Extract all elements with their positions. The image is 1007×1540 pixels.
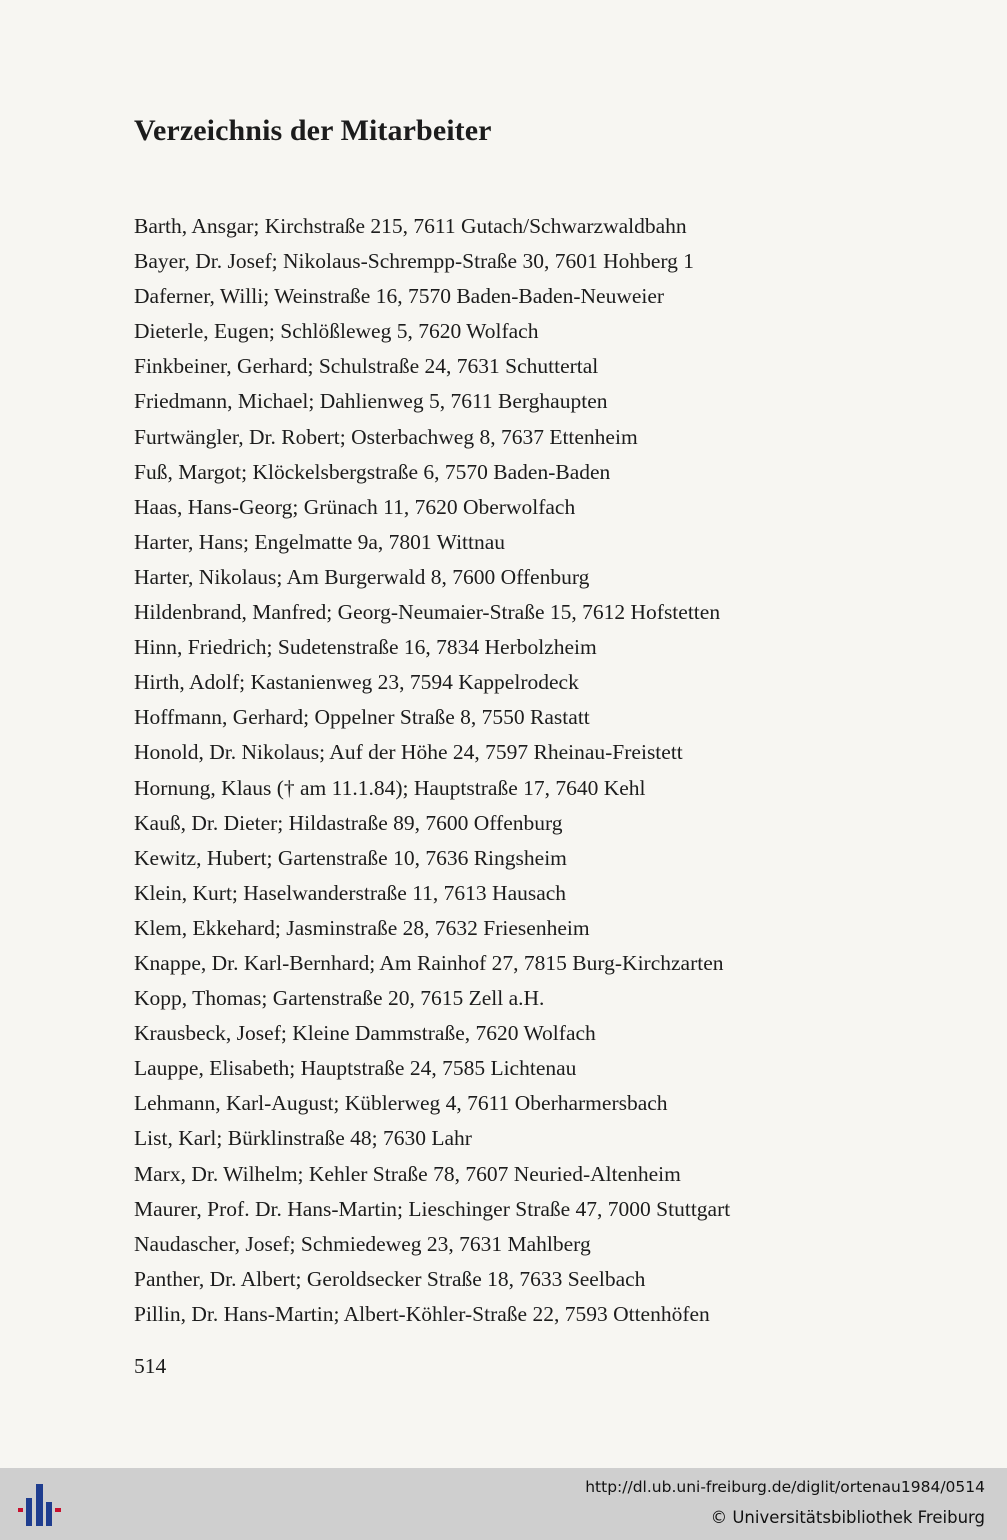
contributor-entry: Hirth, Adolf; Kastanienweg 23, 7594 Kappelrodeck bbox=[134, 670, 579, 695]
contributor-list bbox=[134, 209, 730, 1332]
page-title: Verzeichnis der Mitarbeiter bbox=[134, 114, 492, 147]
page-number: 514 bbox=[134, 1354, 167, 1378]
contributor-entry: Kopp, Thomas; Gartenstraße 20, 7615 Zell a.H. bbox=[134, 986, 545, 1011]
contributor-entry: Daferner, Willi; Weinstraße 16, 7570 Baden-Baden-Neuweier bbox=[134, 284, 665, 309]
contributor-entry: Furtwängler, Dr. Robert; Osterbachweg 8, 7637 Ettenheim bbox=[134, 424, 638, 449]
contributor-entry: Hinn, Friedrich; Sudetenstraße 16, 7834 Herbolzheim bbox=[134, 635, 597, 660]
contributor-entry: Lehmann, Karl-August; Küblerweg 4, 7611 Oberharmersbach bbox=[134, 1091, 668, 1116]
contributor-entry: Bayer, Dr. Josef; Nikolaus-Schrempp-Straße 30, 7601 Hohberg 1 bbox=[134, 249, 695, 274]
contributor-entry: Honold, Dr. Nikolaus; Auf der Höhe 24, 7597 Rheinau-Freistett bbox=[134, 740, 683, 765]
contributor-entry: Haas, Hans-Georg; Grünach 11, 7620 Oberwolfach bbox=[134, 494, 576, 519]
source-url-link[interactable]: http://dl.ub.uni-freiburg.de/diglit/ortenau1984/0514 bbox=[585, 1478, 985, 1496]
contributor-entry: Barth, Ansgar; Kirchstraße 215, 7611 Gutach/Schwarzwaldbahn bbox=[134, 214, 687, 238]
contributor-entry: Harter, Nikolaus; Am Burgerwald 8, 7600 Offenburg bbox=[134, 564, 590, 589]
contributor-entry: Kewitz, Hubert; Gartenstraße 10, 7636 Ringsheim bbox=[134, 845, 567, 870]
contributor-entry: List, Karl; Bürklinstraße 48; 7630 Lahr bbox=[134, 1126, 472, 1151]
contributor-entry: Friedmann, Michael; Dahlienweg 5, 7611 Berghaupten bbox=[134, 389, 608, 414]
ub-freiburg-logo-icon bbox=[14, 1478, 66, 1530]
contributor-entry: Panther, Dr. Albert; Geroldsecker Straße 18, 7633 Seelbach bbox=[134, 1266, 646, 1291]
contributor-entry: Dieterle, Eugen; Schlößleweg 5, 7620 Wolfach bbox=[134, 319, 539, 344]
contributor-entry: Hildenbrand, Manfred; Georg-Neumaier-Straße 15, 7612 Hofstetten bbox=[134, 600, 721, 625]
contributor-entry: Hoffmann, Gerhard; Oppelner Straße 8, 7550 Rastatt bbox=[134, 705, 590, 730]
contributor-entry: Naudascher, Josef; Schmiedeweg 23, 7631 Mahlberg bbox=[134, 1231, 591, 1256]
copyright-text: © Universitätsbibliothek Freiburg bbox=[710, 1508, 985, 1527]
contributor-entry: Finkbeiner, Gerhard; Schulstraße 24, 7631 Schuttertal bbox=[134, 354, 599, 379]
footer-bar bbox=[0, 1468, 1007, 1540]
contributor-entry: Pillin, Dr. Hans-Martin; Albert-Köhler-Straße 22, 7593 Ottenhöfen bbox=[134, 1301, 710, 1326]
contributor-entry: Krausbeck, Josef; Kleine Dammstraße, 7620 Wolfach bbox=[134, 1021, 596, 1046]
contributor-entry: Fuß, Margot; Klöckelsbergstraße 6, 7570 Baden-Baden bbox=[134, 459, 611, 484]
contributor-entry: Harter, Hans; Engelmatte 9a, 7801 Wittnau bbox=[134, 529, 506, 554]
contributor-entry: Maurer, Prof. Dr. Hans-Martin; Lieschinger Straße 47, 7000 Stuttgart bbox=[134, 1196, 731, 1221]
contributor-entry: Klein, Kurt; Haselwanderstraße 11, 7613 Hausach bbox=[134, 880, 567, 905]
contributor-entry: Lauppe, Elisabeth; Hauptstraße 24, 7585 Lichtenau bbox=[134, 1056, 577, 1081]
contributor-entry: Klem, Ekkehard; Jasminstraße 28, 7632 Friesenheim bbox=[134, 915, 590, 940]
contributor-entry: Hornung, Klaus († am 11.1.84); Hauptstraße 17, 7640 Kehl bbox=[134, 775, 646, 800]
contributor-entry: Kauß, Dr. Dieter; Hildastraße 89, 7600 Offenburg bbox=[134, 810, 563, 835]
contributor-entry: Marx, Dr. Wilhelm; Kehler Straße 78, 7607 Neuried-Altenheim bbox=[134, 1161, 681, 1186]
contributor-entry: Knappe, Dr. Karl-Bernhard; Am Rainhof 27, 7815 Burg-Kirchzarten bbox=[134, 950, 724, 975]
